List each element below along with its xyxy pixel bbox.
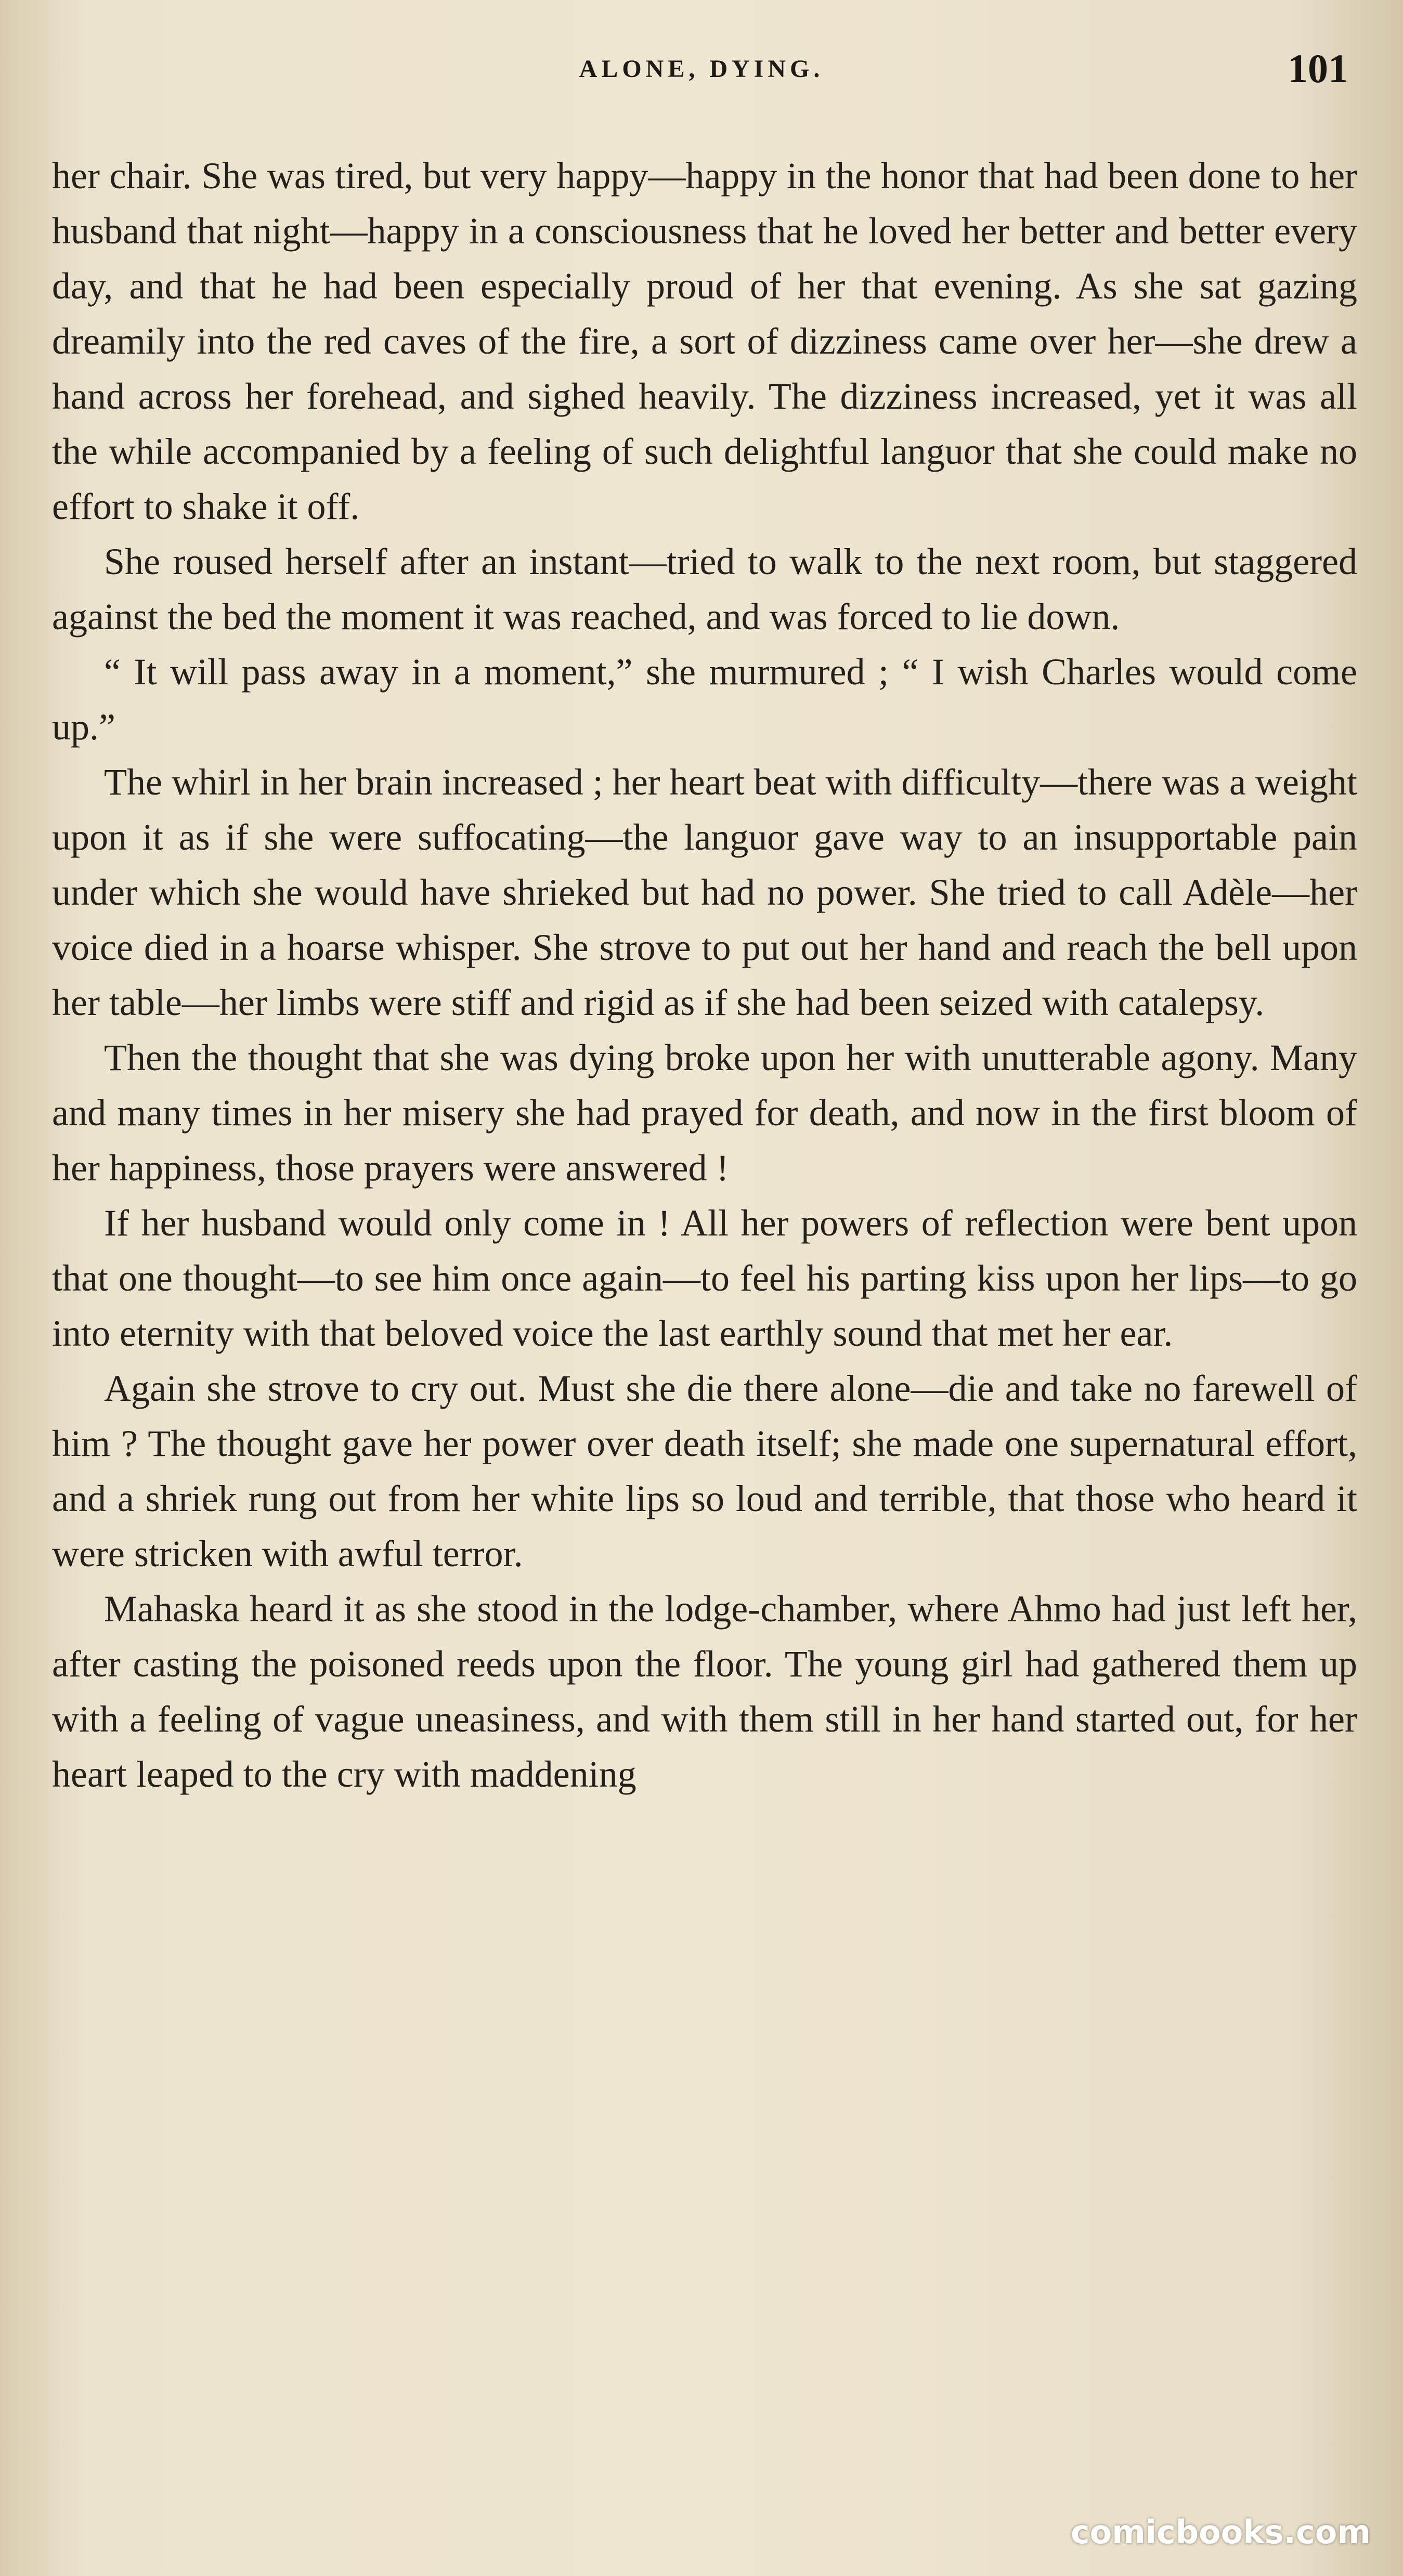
paragraph-7: Again she strove to cry out. Must she die there alone—die and take no farewell of him ? The thought gave her power over death itself; she made one supernatural effort, and a shriek rung out from her white lips so loud and terrible, that those who heard it were stricken with awful terror. <box>52 1368 1357 1575</box>
body-text <box>52 148 1357 1802</box>
paragraph-3: “ It will pass away in a moment,” she murmured ; “ I wish Charles would come up.” <box>52 651 1357 748</box>
page-header <box>0 46 1403 107</box>
paragraph-8: Mahaska heard it as she stood in the lodge-chamber, where Ahmo had just left her, after casting the poisoned reeds upon the floor. The young girl had gathered them up with a feeling of vague uneasiness, and with them still in her hand started out, for her heart leaped to the cry with maddening <box>52 1588 1357 1795</box>
page-number: 101 <box>1288 46 1348 91</box>
paragraph-4: The whirl in her brain increased ; her heart beat with difficulty—there was a weight upon it as if she were suffocating—the languor gave way to an insupportable pain under which she would have shrieked but had no power. She tried to call Adèle—her voice died in a hoarse whisper. She strove to put out her hand and reach the bell upon her table—her limbs were stiff and rigid as if she had been seized with catalepsy. <box>52 761 1357 1023</box>
paragraph-6: If her husband would only come in ! All her powers of reflection were bent upon that one thought—to see him once again—to feel his parting kiss upon her lips—to go into eternity with that beloved voice the last earthly sound that met her ear. <box>52 1202 1357 1354</box>
paragraph-2: She roused herself after an instant—tried to walk to the next room, but staggered against the bed the moment it was reached, and was forced to lie down. <box>52 541 1357 638</box>
paragraph-5: Then the thought that she was dying broke upon her with unutterable agony. Many and many times in her misery she had prayed for death, and now in the first bloom of her happiness, those prayers were answered ! <box>52 1037 1357 1189</box>
paragraph-1: her chair. She was tired, but very happy—happy in the honor that had been done to her husband that night—happy in a consciousness that he loved her better and better every day, and that he had been especially proud of her that evening. As she sat gazing dreamily into the red caves of the fire, a sort of dizziness came over her—she drew a hand across her forehead, and sighed heavily. The dizziness increased, yet it was all the while accompanied by a feeling of such delightful languor that she could make no effort to shake it off. <box>52 155 1357 527</box>
watermark: comicbooks.com <box>1070 2513 1371 2551</box>
running-head: ALONE, DYING. <box>579 55 824 83</box>
